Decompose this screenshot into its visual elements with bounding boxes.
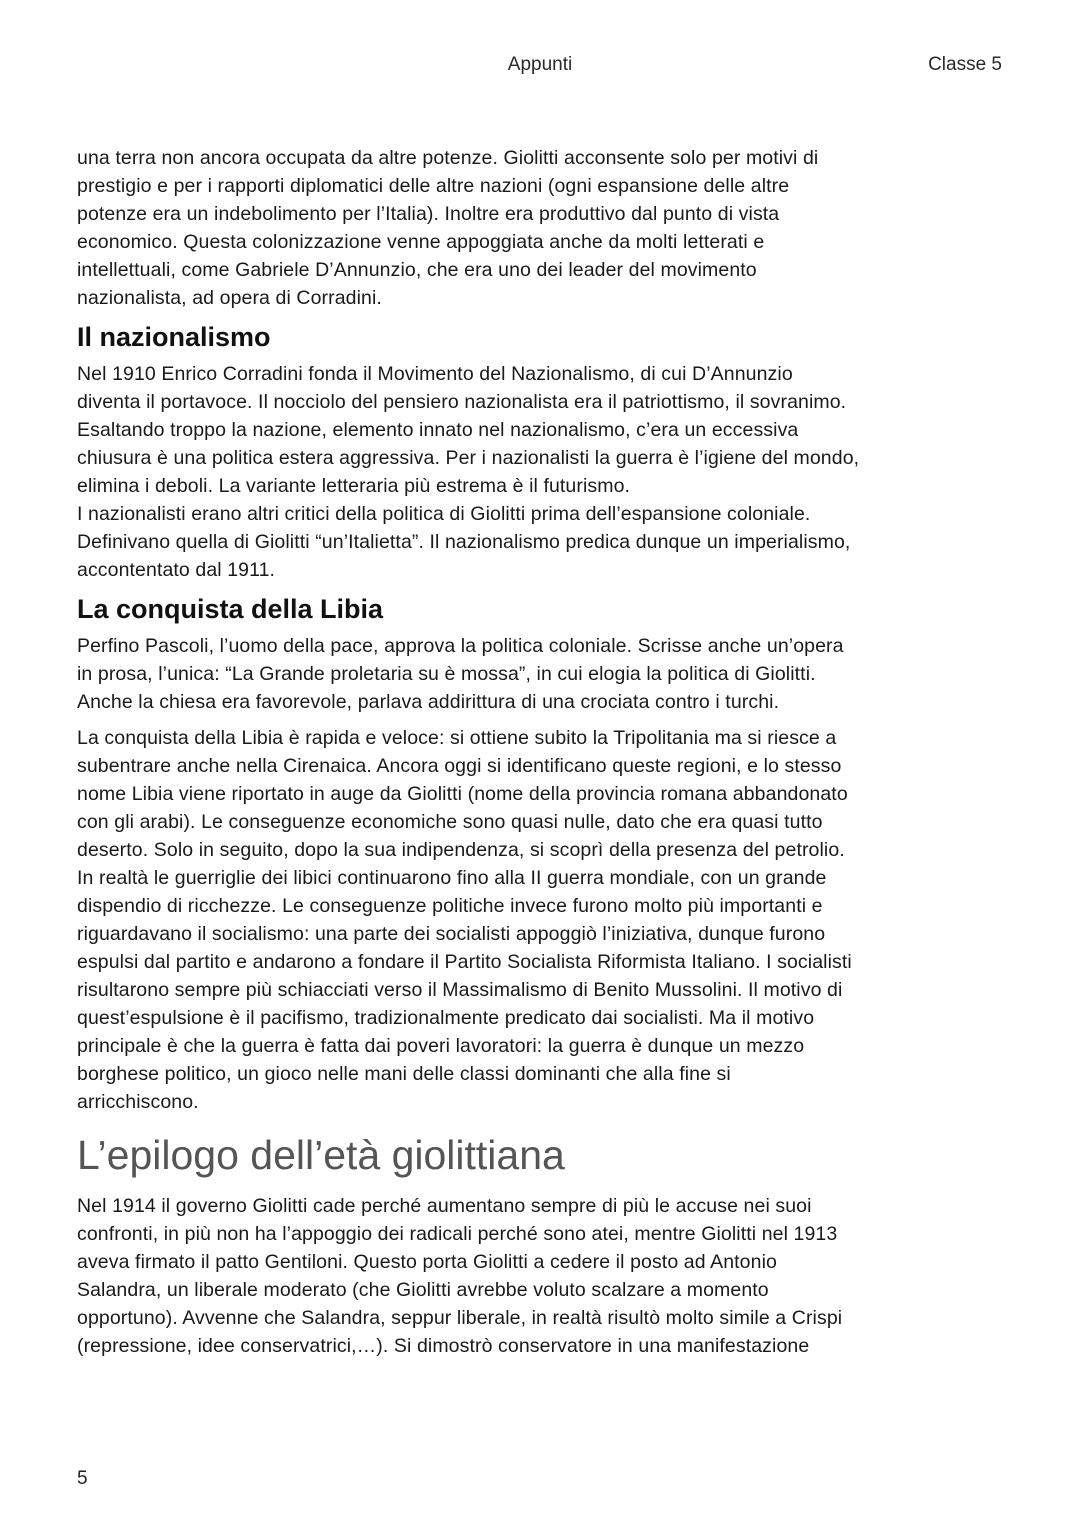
text-line: Perfino Pascoli, l’uomo della pace, approva la politica coloniale. Scrisse anche un’opera <box>77 635 844 657</box>
text-line: economico. Questa colonizzazione venne appoggiata anche da molti letterati e <box>77 231 765 253</box>
text-line: In realtà le guerriglie dei libici continuarono fino alla II guerra mondiale, con un grande <box>77 867 827 889</box>
page-content <box>77 144 1017 1360</box>
text-line: Salandra, un liberale moderato (che Giolitti avrebbe voluto scalzare a momento <box>77 1279 769 1301</box>
text-line: dispendio di ricchezze. Le conseguenze politiche invece furono molto più importanti e <box>77 895 823 917</box>
text-line: I nazionalisti erano altri critici della politica di Giolitti prima dell’espansione coloniale. <box>77 503 811 525</box>
text-line: nome Libia viene riportato in auge da Giolitti (nome della provincia romana abbandonato <box>77 783 848 805</box>
text-line: prestigio e per i rapporti diplomatici delle altre nazioni (ogni espansione delle altre <box>77 175 790 197</box>
text-line: diventa il portavoce. Il nocciolo del pensiero nazionalista era il patriottismo, il sovranimo. <box>77 391 847 413</box>
text-line: borghese politico, un gioco nelle mani delle classi dominanti che alla fine si <box>77 1063 731 1085</box>
text-line: Definivano quella di Giolitti “un’Italietta”. Il nazionalismo predica dunque un imperialismo, <box>77 531 851 553</box>
paragraph-epilogo <box>77 1192 1017 1360</box>
text-line: La conquista della Libia è rapida e veloce: si ottiene subito la Tripolitania ma si riesce a <box>77 727 837 749</box>
text-line: chiusura è una politica estera aggressiva. Per i nazionalisti la guerra è l’igiene del mondo, <box>77 447 860 469</box>
header-class-label: Classe 5 <box>928 54 1002 75</box>
text-line: quest’espulsione è il pacifismo, tradizionalmente predicato dai socialisti. Ma il motivo <box>77 1007 815 1029</box>
text-line: deserto. Solo in seguito, dopo la sua indipendenza, si scoprì della presenza del petrolio. <box>77 839 845 861</box>
heading-nazionalismo: Il nazionalismo <box>77 322 271 352</box>
text-line: elimina i deboli. La variante letteraria più estrema è il futurismo. <box>77 475 631 497</box>
text-line: opportuno). Avvenne che Salandra, seppur liberale, in realtà risultò molto simile a Crispi <box>77 1307 843 1329</box>
text-line: confronti, in più non ha l’appoggio dei radicali perché sono atei, mentre Giolitti nel 1913 <box>77 1223 838 1245</box>
text-line: con gli arabi). Le conseguenze economiche sono quasi nulle, dato che era quasi tutto <box>77 811 823 833</box>
text-line: riguardavano il socialismo: una parte dei socialisti appoggiò l’iniziativa, dunque furono <box>77 923 826 945</box>
text-line: principale è che la guerra è fatta dai poveri lavoratori: la guerra è dunque un mezzo <box>77 1035 805 1057</box>
text-line: espulsi dal partito e andarono a fondare il Partito Socialista Riformista Italiano. I socialisti <box>77 951 852 973</box>
text-line: Esaltando troppo la nazione, elemento innato nel nazionalismo, c’era un eccessiva <box>77 419 799 441</box>
text-line: nazionalista, ad opera di Corradini. <box>77 287 382 309</box>
text-line: intellettuali, come Gabriele D’Annunzio, che era uno dei leader del movimento <box>77 259 757 281</box>
text-line: Nel 1910 Enrico Corradini fonda il Movimento del Nazionalismo, di cui D’Annunzio <box>77 363 793 385</box>
heading-conquista-libia: La conquista della Libia <box>77 594 384 624</box>
heading-epilogo: L’epilogo dell’età giolittiana <box>77 1132 565 1178</box>
text-line: Nel 1914 il governo Giolitti cade perché aumentano sempre di più le accuse nei suoi <box>77 1195 812 1217</box>
paragraph-nazionalismo <box>77 360 1017 584</box>
paragraph-gap <box>77 716 1017 724</box>
page-number: 5 <box>77 1468 88 1489</box>
text-line: risultarono sempre più schiacciati verso il Massimalismo di Benito Mussolini. Il motivo di <box>77 979 843 1001</box>
text-line: aveva firmato il patto Gentiloni. Questo porta Giolitti a cedere il posto ad Antonio <box>77 1251 777 1273</box>
text-line: arricchiscono. <box>77 1091 199 1113</box>
text-line: Anche la chiesa era favorevole, parlava addirittura di una crociata contro i turchi. <box>77 691 780 713</box>
text-line: subentrare anche nella Cirenaica. Ancora oggi si identificano queste regioni, e lo stesso <box>77 755 842 777</box>
text-line: potenze era un indebolimento per l’Italia). Inoltre era produttivo dal punto di vista <box>77 203 780 225</box>
paragraph-libia-1 <box>77 632 1017 716</box>
text-line: accontentato dal 1911. <box>77 559 276 581</box>
text-line: in prosa, l’unica: “La Grande proletaria su è mossa”, in cui elogia la politica di Giolitti. <box>77 663 816 685</box>
header-title: Appunti <box>507 54 573 75</box>
text-line: (repressione, idee conservatrici,…). Si dimostrò conservatore in una manifestazione <box>77 1335 810 1357</box>
intro-paragraph <box>77 144 1017 312</box>
paragraph-libia-2 <box>77 724 1017 1116</box>
text-line: una terra non ancora occupata da altre potenze. Giolitti acconsente solo per motivi di <box>77 147 819 169</box>
